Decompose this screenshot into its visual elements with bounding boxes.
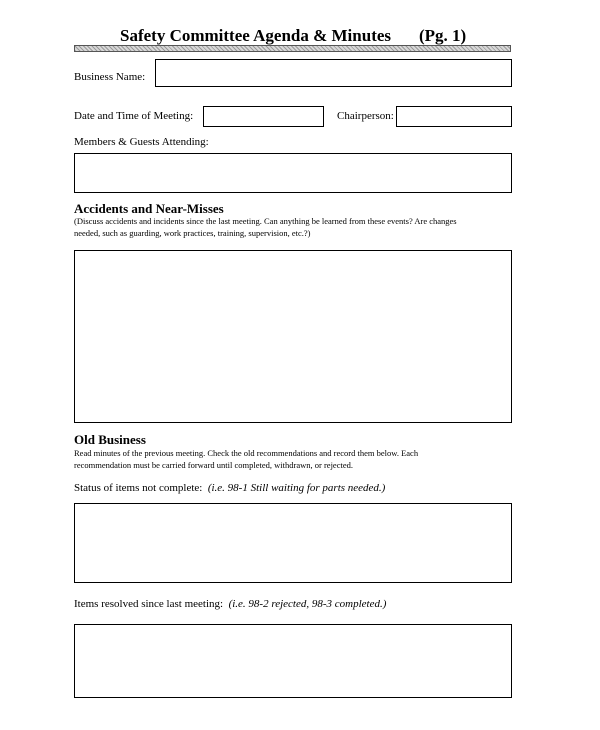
resolved-field[interactable]	[74, 624, 512, 698]
accidents-field[interactable]	[74, 250, 512, 423]
page-number: (Pg. 1)	[419, 26, 467, 45]
accidents-description-line: (Discuss accidents and incidents since the last meeting. Can anything be learned from these events? Are changes	[74, 216, 457, 226]
old-business-description-line: recommendation must be carried forward until completed, withdrawn, or rejected.	[74, 460, 353, 470]
business-name-label: Business Name:	[74, 71, 146, 83]
members-field[interactable]	[74, 153, 512, 193]
status-field[interactable]	[74, 503, 512, 583]
accidents-description	[74, 215, 514, 239]
date-time-label: Date and Time of Meeting:	[74, 110, 194, 122]
old-business-description	[74, 447, 514, 471]
resolved-label: Items resolved since last meeting:	[74, 598, 224, 610]
title-divider	[74, 45, 511, 52]
resolved-hint: (i.e. 98-2 rejected, 98-3 completed.)	[228, 598, 387, 610]
date-time-field[interactable]	[203, 106, 324, 127]
page-title: Safety Committee Agenda & Minutes	[120, 26, 392, 45]
members-label: Members & Guests Attending:	[74, 136, 209, 148]
old-business-description-line: Read minutes of the previous meeting. Check the old recommendations and record them below. Each	[74, 448, 419, 458]
accidents-description-line: needed, such as guarding, work practices, training, supervision, etc.?)	[74, 228, 311, 238]
chairperson-field[interactable]	[396, 106, 512, 127]
status-hint: (i.e. 98-1 Still waiting for parts needed.)	[207, 482, 386, 494]
chairperson-label: Chairperson:	[337, 110, 394, 122]
resolved-label-row	[74, 598, 386, 610]
status-label: Status of items not complete:	[74, 482, 203, 494]
status-label-row	[74, 482, 385, 494]
accidents-heading: Accidents and Near-Misses	[74, 201, 224, 216]
business-name-field[interactable]	[155, 59, 512, 87]
old-business-heading: Old Business	[74, 432, 146, 447]
